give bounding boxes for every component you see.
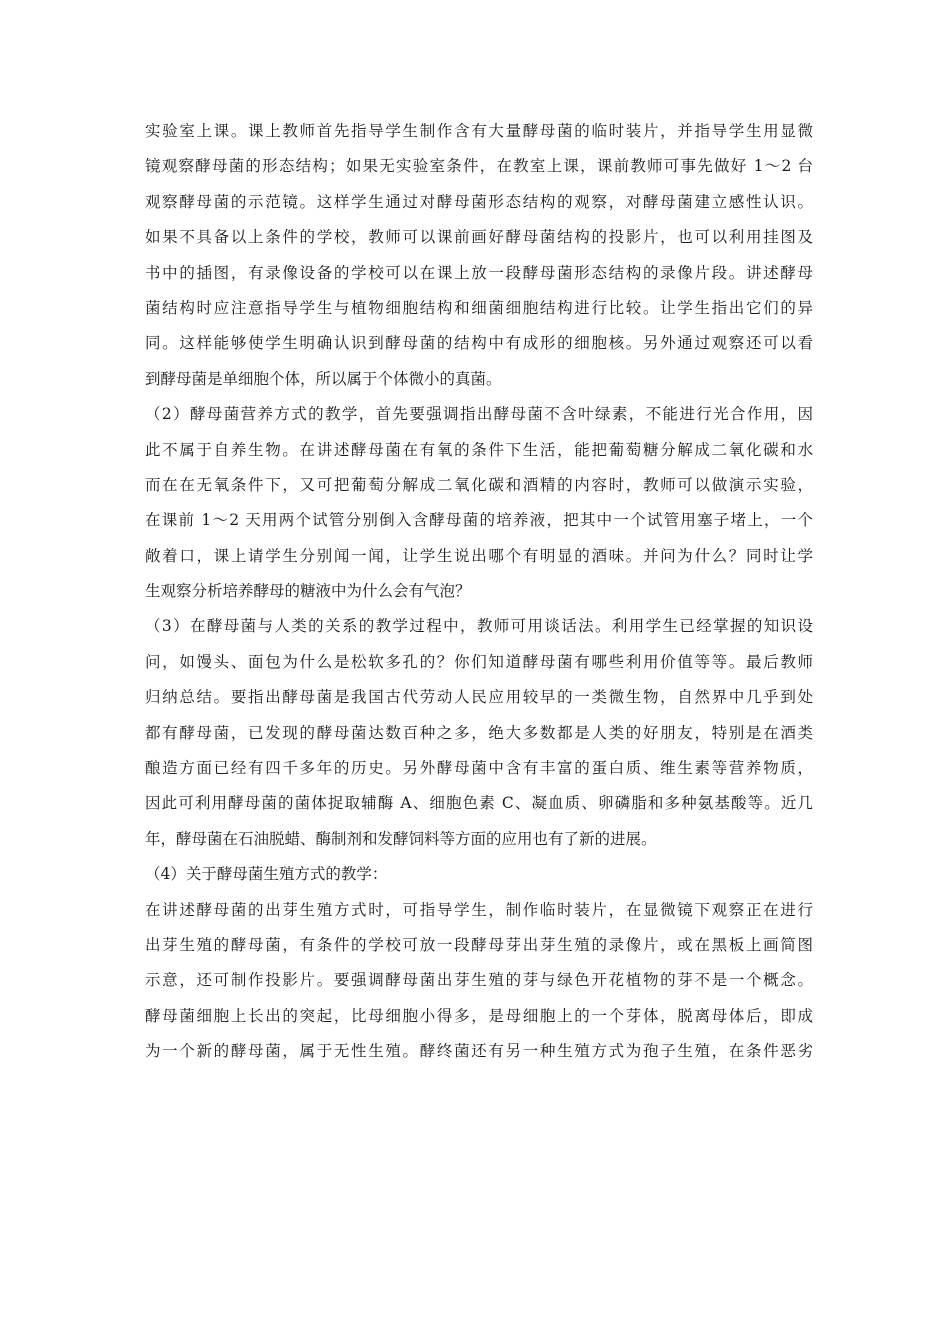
text-line: 同。这样能够使学生明确认识到酵母菌的结构中有成形的细胞核。另外通过观察还可以看 bbox=[145, 334, 813, 353]
text-line: 出芽生殖的酵母菌，有条件的学校可放一段酵母芽出芽生殖的录像片，或在黑板上画简图 bbox=[145, 935, 813, 954]
text-line: 因此可利用酵母菌的菌体捉取辅酶 A、细胞色素 C、凝血质、卵磷脂和多种氨基酸等。近几 bbox=[145, 794, 813, 813]
text-line: 酿造方面已经有四千多年的历史。另外酵母菌中含有丰富的蛋白质、维生素等营养物质， bbox=[145, 759, 813, 778]
text-line: 问，如馒头、面包为什么是松软多孔的？你们知道酵母菌有哪些利用价值等等。最后教师 bbox=[145, 652, 813, 671]
text-line: 书中的插图，有录像设备的学校可以在课上放一段酵母菌形态结构的录像片段。讲述酵母 bbox=[145, 263, 813, 282]
text-line: 菌结构时应注意指导学生与植物细胞结构和细菌细胞结构进行比较。让学生指出它们的异 bbox=[145, 298, 813, 317]
text-line: 都有酵母菌，已发现的酵母菌达数百种之多，绝大多数都是人类的好朋友，特别是在酒类 bbox=[145, 723, 813, 742]
text-line: 实验室上课。课上教师首先指导学生制作含有大量酵母菌的临时装片，并指导学生用显微 bbox=[145, 122, 813, 140]
text-line: 示意，还可制作投影片。要强调酵母菌出芽生殖的芽与绿色开花植物的芽不是一个概念。 bbox=[145, 971, 813, 990]
text-line: 而在在无氧条件下，又可把葡萄分解成二氧化碳和酒精的内容时，教师可以做演示实验， bbox=[145, 475, 813, 494]
text-line: 年，酵母菌在石油脱蜡、酶制剂和发酵饲料等方面的应用也有了新的进展。 bbox=[145, 829, 657, 848]
text-line: 敞着口，课上请学生分别闻一闻，让学生说出哪个有明显的酒味。并问为什么？同时让学 bbox=[145, 546, 813, 565]
text-line: 镜观察酵母菌的形态结构；如果无实验室条件，在教室上课，课前教师可事先做好 1～2 台 bbox=[145, 157, 813, 176]
text-line: （4）关于酵母菌生殖方式的教学： bbox=[145, 865, 388, 884]
text-line: 此不属于自养生物。在讲述酵母菌在有氧的条件下生活，能把葡萄糖分解成二氧化碳和水 bbox=[145, 440, 813, 459]
text-line: 归纳总结。要指出酵母菌是我国古代劳动人民应用较早的一类微生物，自然界中几乎到处 bbox=[145, 688, 813, 707]
text-line: 到酵母菌是单细胞个体，所以属于个体微小的真菌。 bbox=[145, 369, 502, 388]
body-text bbox=[145, 114, 813, 1070]
text-line: 生观察分析培养酵母的糖液中为什么会有气泡？ bbox=[145, 582, 471, 601]
text-line: （2）酵母菌营养方式的教学，首先要强调指出酵母菌不含叶绿素，不能进行光合作用，因 bbox=[145, 405, 813, 424]
text-line: 观察酵母菌的示范镜。这样学生通过对酵母菌形态结构的观察，对酵母菌建立感性认识。 bbox=[145, 192, 813, 211]
text-line: 为一个新的酵母菌，属于无性生殖。酵终菌还有另一种生殖方式为孢子生殖，在条件恶劣 bbox=[145, 1042, 813, 1061]
text-line: 在课前 1～2 天用两个试管分别倒入含酵母菌的培养液，把其中一个试管用塞子堵上，一个 bbox=[145, 511, 813, 530]
text-line: 如果不具备以上条件的学校，教师可以课前画好酵母菌结构的投影片，也可以利用挂图及 bbox=[145, 228, 813, 247]
text-line: （3）在酵母菌与人类的关系的教学过程中，教师可用谈话法。利用学生已经掌握的知识设 bbox=[145, 617, 813, 636]
text-line: 酵母菌细胞上长出的突起，比母细胞小得多，是母细胞上的一个芽体，脱离母体后，即成 bbox=[145, 1006, 813, 1025]
text-line: 在讲述酵母菌的出芽生殖方式时，可指导学生，制作临时装片，在显微镜下观察正在进行 bbox=[145, 900, 813, 919]
